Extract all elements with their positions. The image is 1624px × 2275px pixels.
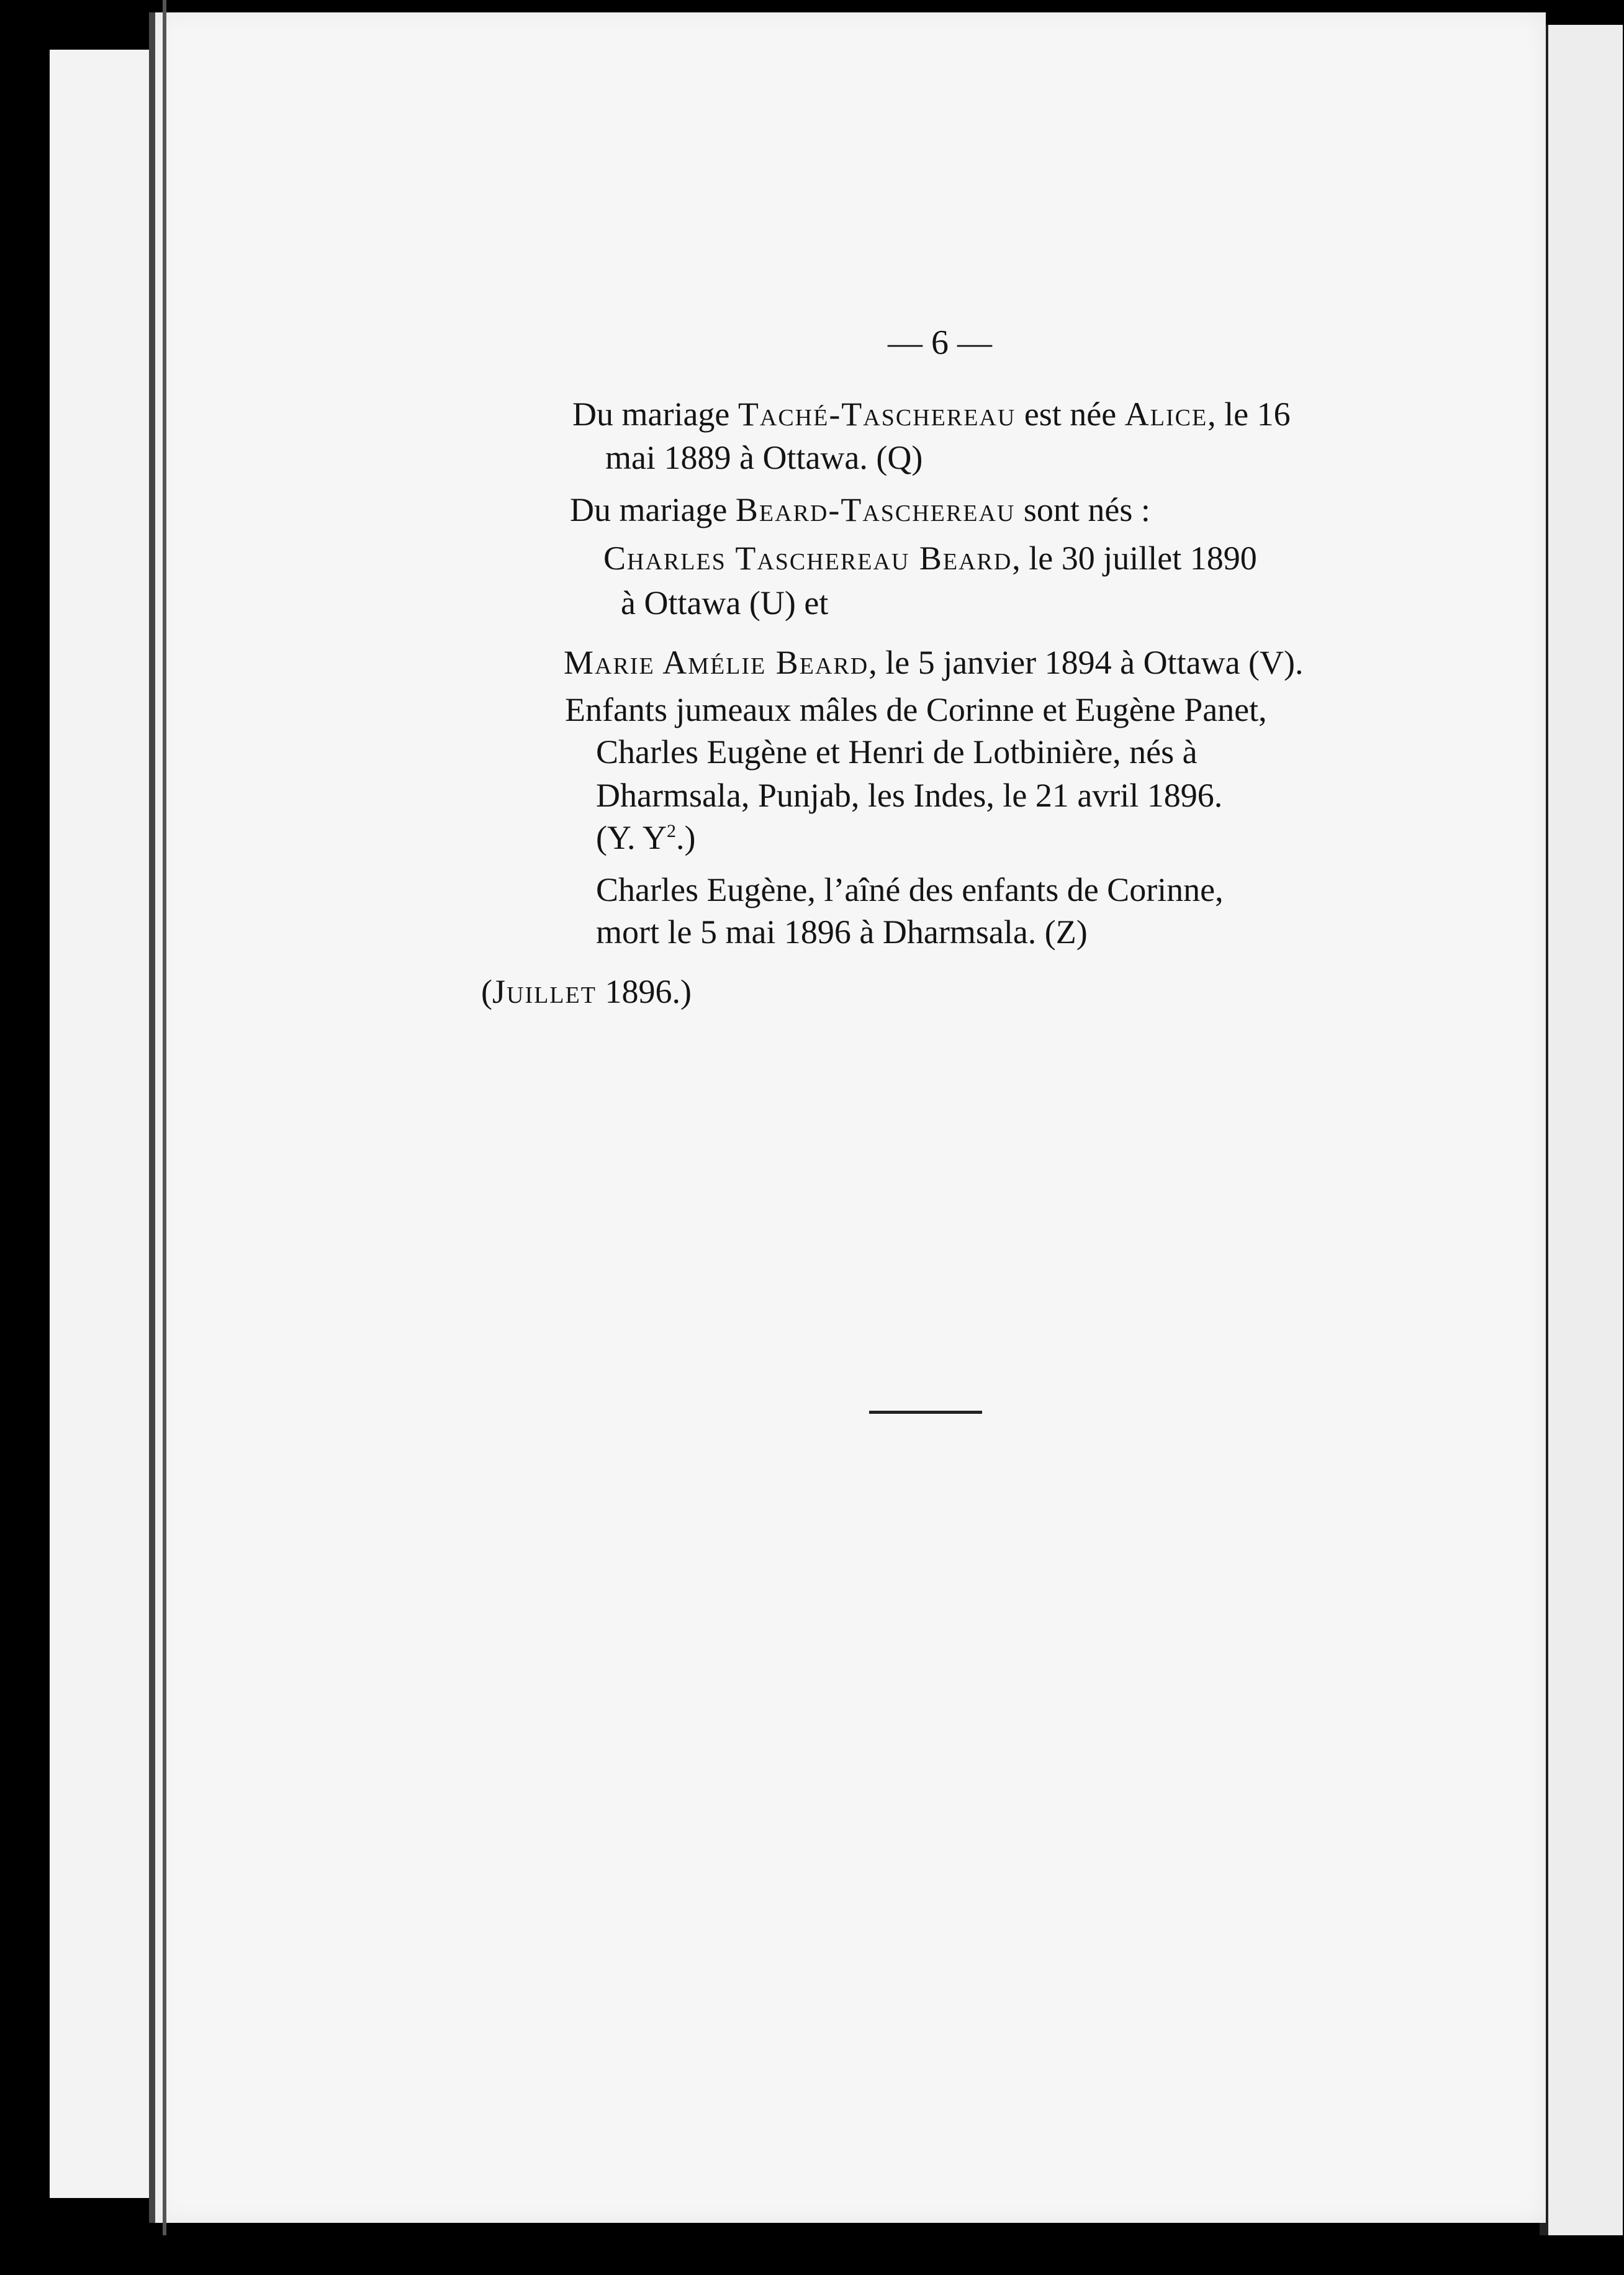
- name-marie-amelie-beard: Marie Amélie Beard: [564, 644, 869, 681]
- text-line-10: [596, 818, 696, 857]
- page-edge-rule: [163, 0, 166, 2235]
- text-line-12: mort le 5 mai 1896 à Dharmsala. (Z): [596, 913, 1088, 951]
- text-run: 1896.): [596, 973, 692, 1010]
- page-number: — 6 —: [888, 323, 992, 362]
- text-line-4: [603, 539, 1257, 577]
- text-run: Du mariage: [570, 491, 736, 528]
- name-charles-taschereau-beard: Charles Taschereau Beard: [603, 540, 1013, 577]
- text-run: est née: [1016, 396, 1125, 433]
- surname-beard-taschereau: Beard-Taschereau: [735, 491, 1016, 528]
- text-run: , le 5 janvier 1894 à Ottawa (V).: [868, 644, 1304, 681]
- text-line-6: [564, 643, 1304, 682]
- text-line-8: Charles Eugène et Henri de Lotbinière, nés à: [596, 733, 1198, 771]
- superscript: 2: [667, 821, 677, 841]
- separator-rule: [869, 1411, 982, 1414]
- text-run: , le 30 juillet 1890: [1012, 540, 1257, 577]
- text-run: (: [481, 973, 492, 1010]
- text-line-11: Charles Eugène, l’aîné des enfants de Corinne,: [596, 871, 1224, 908]
- text-line-1: [572, 395, 1291, 433]
- text-run: (Y. Y: [596, 819, 667, 856]
- right-sheet-edge: [1540, 25, 1623, 2235]
- surname-taché-taschereau: Taché-Taschereau: [738, 396, 1016, 433]
- text-run: .): [676, 819, 696, 856]
- name-alice: Alice: [1124, 396, 1208, 433]
- date-line: [481, 972, 692, 1011]
- text-line-7: Enfants jumeaux mâles de Corinne et Eugène Panet,: [565, 691, 1267, 728]
- text-line-9: Dharmsala, Punjab, les Indes, le 21 avril 1896.: [596, 777, 1223, 814]
- text-line-5: à Ottawa (U) et: [621, 584, 829, 622]
- text-run: , le 16: [1207, 396, 1291, 433]
- text-run: Du mariage: [572, 396, 738, 433]
- document-page: [149, 12, 1546, 2223]
- month-juillet: Juillet: [492, 973, 597, 1010]
- text-line-3: [570, 491, 1150, 529]
- text-line-2: mai 1889 à Ottawa. (Q): [605, 439, 923, 476]
- text-run: sont nés :: [1015, 491, 1150, 528]
